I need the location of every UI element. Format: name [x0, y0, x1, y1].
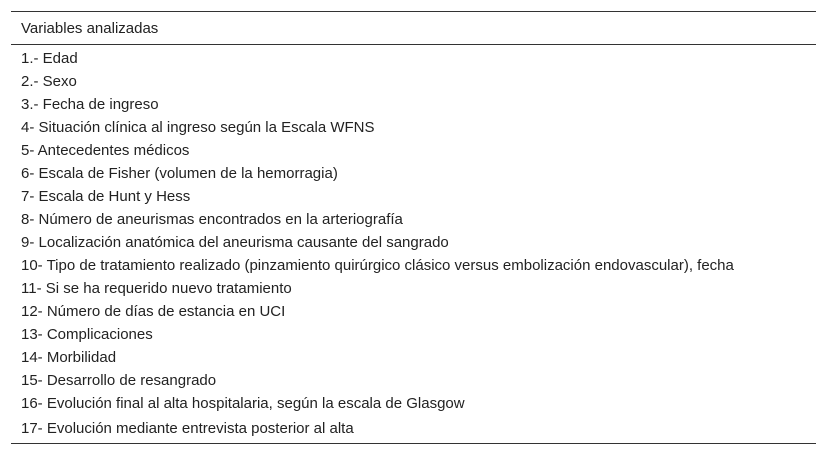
- table-row: [11, 277, 816, 300]
- table-row: [11, 116, 816, 139]
- table-row: [11, 346, 816, 369]
- table-row: [11, 231, 816, 254]
- table-row: [11, 254, 816, 277]
- table-row: [11, 392, 816, 415]
- table-body: [11, 45, 816, 444]
- table-cell: 5- Antecedentes médicos: [21, 142, 190, 159]
- table-row: [11, 185, 816, 208]
- table-row: [11, 162, 816, 185]
- table-row: [11, 208, 816, 231]
- table-cell: 11- Si se ha requerido nuevo tratamiento: [21, 280, 292, 297]
- table-row: [11, 45, 816, 71]
- table-row: [11, 139, 816, 162]
- table-cell: 14- Morbilidad: [21, 349, 117, 366]
- table-row: [11, 415, 816, 444]
- table-cell: 7- Escala de Hunt y Hess: [21, 188, 191, 205]
- table-header: [11, 12, 816, 45]
- table-cell: 3.- Fecha de ingreso: [21, 96, 159, 113]
- table-cell: 4- Situación clínica al ingreso según la Escala WFNS: [21, 119, 375, 136]
- table-cell: 17- Evolución mediante entrevista posterior al alta: [11, 415, 816, 444]
- table-cell: 12- Número de días de estancia en UCI: [21, 303, 286, 320]
- table-cell: 1.- Edad: [21, 50, 78, 67]
- table-cell: 9- Localización anatómica del aneurisma causante del sangrado: [21, 234, 449, 251]
- header-cell: Variables analizadas: [11, 12, 816, 45]
- table-row: [11, 323, 816, 346]
- table-cell: 8- Número de aneurismas encontrados en la arteriografía: [21, 211, 403, 228]
- table-row: [11, 70, 816, 93]
- table-cell: 2.- Sexo: [21, 73, 77, 90]
- table-cell: 6- Escala de Fisher (volumen de la hemorragia): [21, 165, 338, 182]
- variables-table-container: [11, 11, 816, 444]
- table-cell: 10- Tipo de tratamiento realizado (pinzamiento quirúrgico clásico versus embolización endovascular), fecha: [21, 257, 734, 274]
- table-row: [11, 93, 816, 116]
- header-row: [11, 12, 816, 45]
- table-cell: 16- Evolución final al alta hospitalaria, según la escala de Glasgow: [21, 395, 465, 412]
- table-row: [11, 300, 816, 323]
- table-cell: 15- Desarrollo de resangrado: [21, 372, 217, 389]
- table-row: [11, 369, 816, 392]
- variables-table: [11, 11, 816, 444]
- table-cell: 13- Complicaciones: [21, 326, 153, 343]
